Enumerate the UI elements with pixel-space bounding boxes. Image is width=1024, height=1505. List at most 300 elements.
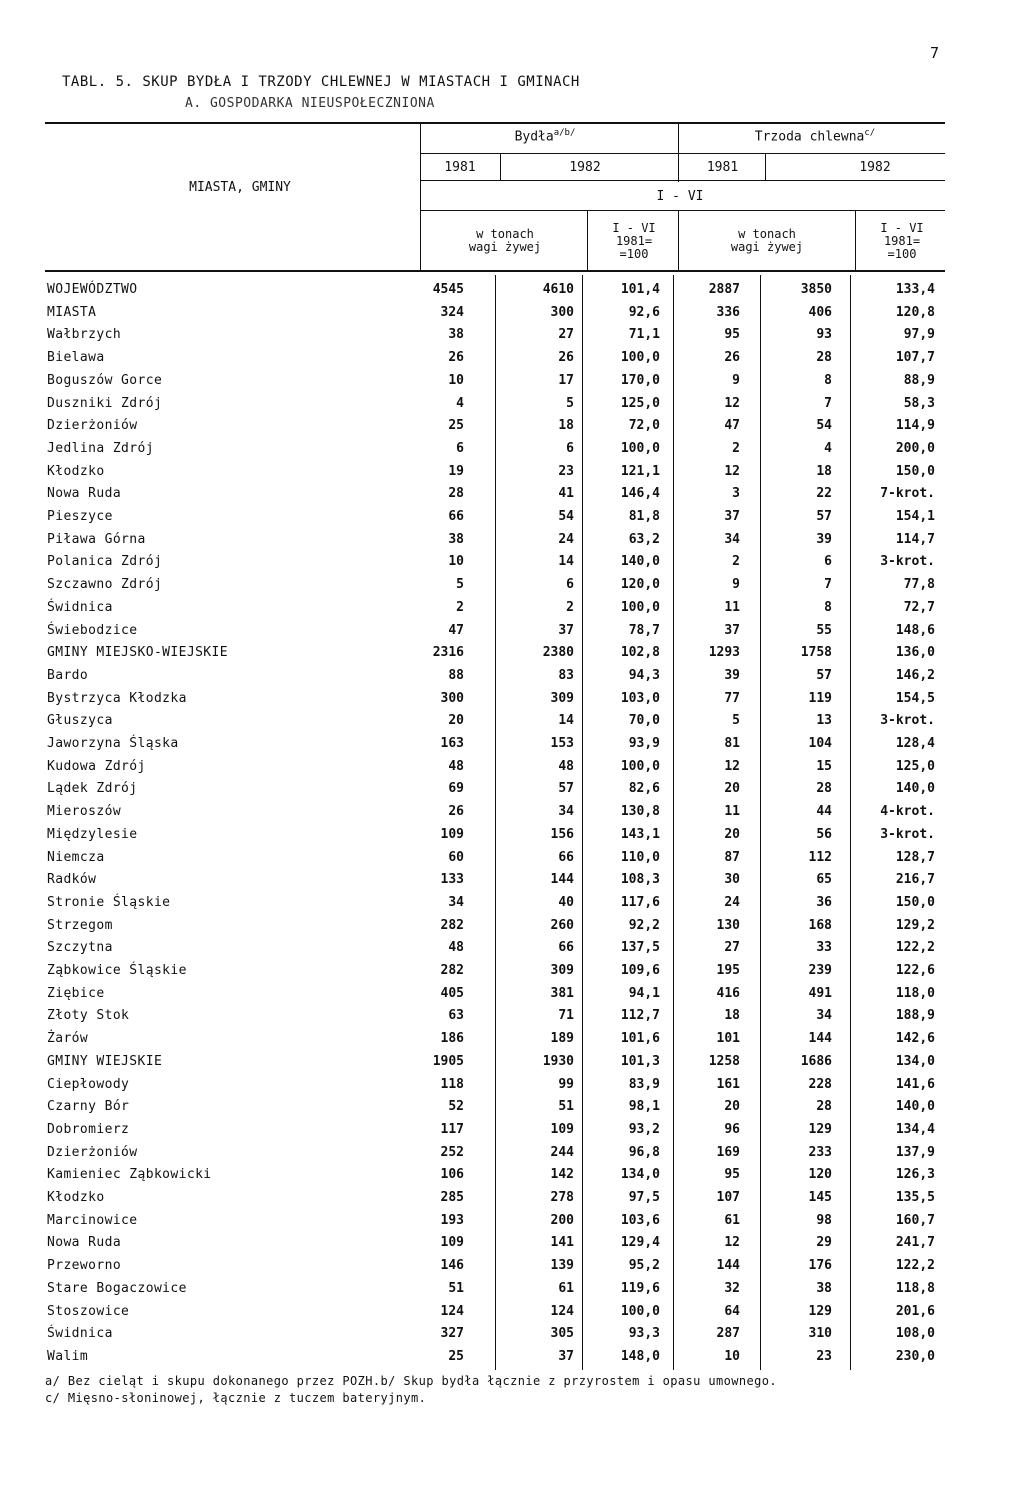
table-row (0, 892, 1024, 915)
pigs-header-note: c/ (864, 128, 876, 138)
table-row (0, 1005, 1024, 1028)
row-label: Dzierżoniów (47, 418, 138, 434)
table-row (0, 620, 1024, 643)
table-cell: 189 (550, 1031, 574, 1047)
row-label: Stare Bogaczowice (47, 1280, 187, 1296)
table-cell: 8 (824, 599, 832, 615)
table-cell: 104 (808, 736, 832, 751)
table-cell: 118 (440, 1076, 464, 1092)
table-cell: 381 (550, 985, 574, 1001)
table-cell: 15 (816, 758, 832, 774)
table-cell: 83,9 (628, 1076, 660, 1092)
table-cell: 37 (558, 1348, 574, 1364)
row-label: Marcinowice (47, 1212, 138, 1228)
table-cell: 48 (448, 940, 464, 956)
table-cell: 25 (448, 1348, 464, 1364)
unit-header-cattle (425, 228, 585, 254)
table-cell: 57 (816, 667, 832, 683)
index-header-line: I - VI (880, 221, 924, 235)
year-header: 1982 (859, 160, 891, 175)
row-label: Boguszów Gorce (47, 372, 163, 388)
table-cell: 142,6 (895, 1031, 935, 1047)
table-cell: 101,3 (620, 1053, 660, 1069)
header-divider (420, 122, 421, 270)
table-cell: 19 (448, 463, 464, 479)
table-cell: 336 (716, 304, 740, 320)
table-cell: 71 (558, 1008, 574, 1024)
table-cell: 144 (716, 1258, 740, 1274)
table-cell: 69 (448, 781, 464, 797)
table-cell: 51 (448, 1280, 464, 1296)
table-cell: 11 (724, 599, 740, 615)
header-rule-period (420, 210, 945, 211)
row-label: Kłodzko (47, 463, 105, 479)
table-cell: 140,0 (620, 554, 660, 570)
table-cell: 188,9 (895, 1008, 935, 1024)
row-label: Bardo (47, 667, 89, 683)
row-label: Ząbkowice Śląskie (47, 963, 187, 978)
table-cell: 82,6 (628, 781, 660, 797)
table-row (0, 665, 1024, 688)
table-cell: 38 (816, 1280, 832, 1296)
table-cell: 20 (724, 781, 740, 797)
table-cell: 118,8 (895, 1280, 935, 1296)
table-cell: 125,0 (895, 758, 935, 774)
table-cell: 119 (808, 690, 832, 706)
table-cell: 101 (716, 1031, 740, 1047)
table-cell: 20 (448, 713, 464, 729)
table-cell: 2 (566, 599, 574, 615)
row-label: Radków (47, 872, 97, 888)
table-cell: 153 (550, 736, 574, 751)
table-row (0, 937, 1024, 960)
table-cell: 282 (440, 963, 464, 978)
table-cell: 282 (440, 917, 464, 933)
table-cell: 139 (550, 1258, 574, 1274)
table-row (0, 1210, 1024, 1233)
table-cell: 95,2 (628, 1258, 660, 1274)
table-row (0, 733, 1024, 756)
table-row (0, 438, 1024, 461)
table-cell: 34 (816, 1008, 832, 1024)
row-label: Bystrzyca Kłodzka (47, 690, 187, 706)
table-row (0, 983, 1024, 1006)
table-cell: 108,3 (620, 872, 660, 888)
table-cell: 61 (724, 1212, 740, 1228)
table-cell: 109 (550, 1121, 574, 1137)
table-cell: 47 (448, 622, 464, 638)
table-cell: 9 (732, 372, 740, 388)
cattle-header-label: Bydła (514, 129, 554, 145)
table-cell: 93,9 (628, 736, 660, 751)
table-cell: 145 (808, 1190, 832, 1205)
table-cell: 143,1 (620, 826, 660, 842)
table-row (0, 483, 1024, 506)
row-label: Strzegom (47, 917, 113, 933)
table-cell: 142 (550, 1167, 574, 1183)
table-cell: 109,6 (620, 963, 660, 978)
table-cell: 3-krot. (880, 713, 935, 729)
table-cell: 148,0 (620, 1348, 660, 1364)
row-label: Świebodzice (47, 622, 138, 638)
table-cell: 137,9 (895, 1144, 935, 1160)
table-row (0, 393, 1024, 416)
table-cell: 54 (558, 509, 574, 524)
cattle-header-note: a/b/ (553, 128, 576, 138)
stub-header: MIASTA, GMINY (189, 180, 291, 195)
table-cell: 168 (808, 917, 832, 933)
table-cell: 2 (732, 554, 740, 570)
table-cell: 2 (732, 440, 740, 456)
table-cell: 101,4 (620, 282, 660, 297)
index-header-line: =100 (619, 247, 649, 261)
table-cell: 12 (724, 463, 740, 479)
row-label: Bielawa (47, 350, 105, 366)
table-cell: 25 (448, 418, 464, 434)
table-cell: 88 (448, 667, 464, 683)
table-cell: 309 (550, 690, 574, 706)
table-row (0, 1255, 1024, 1278)
table-row (0, 801, 1024, 824)
row-label: Polanica Zdrój (47, 554, 163, 570)
table-cell: 26 (448, 350, 464, 366)
table-cell: 81 (724, 736, 740, 751)
table-cell: 7 (824, 577, 832, 593)
table-cell: 36 (816, 894, 832, 910)
year-header: 1981 (444, 160, 476, 175)
unit-header-line: w tonach (476, 227, 534, 241)
table-cell: 125,0 (620, 395, 660, 411)
table-cell: 28 (816, 781, 832, 797)
table-row (0, 1119, 1024, 1142)
table-cell: 133 (440, 872, 464, 888)
table-cell: 6 (566, 577, 574, 593)
table-cell: 309 (550, 963, 574, 978)
table-cell: 13 (816, 713, 832, 729)
row-label: Nowa Ruda (47, 486, 122, 502)
table-cell: 146 (440, 1258, 464, 1274)
table-cell: 108,0 (895, 1326, 935, 1342)
table-cell: 38 (448, 531, 464, 547)
table-cell: 103,6 (620, 1212, 660, 1228)
table-cell: 71,1 (628, 327, 660, 343)
table-cell: 32 (724, 1280, 740, 1296)
table-cell: 77 (724, 690, 740, 706)
table-cell: 95 (724, 1167, 740, 1183)
table-cell: 70,0 (628, 713, 660, 729)
index-header-line: 1981= (615, 234, 653, 248)
table-cell: 9 (732, 577, 740, 593)
row-label: Jaworzyna Śląska (47, 736, 179, 751)
pigs-header (715, 128, 915, 144)
table-cell: 100,0 (620, 440, 660, 456)
row-label: Głuszyca (47, 713, 113, 729)
table-cell: 287 (716, 1326, 740, 1342)
period-header: I - VI (656, 189, 704, 204)
table-cell: 51 (558, 1099, 574, 1115)
table-cell: 37 (558, 622, 574, 638)
table-row (0, 1346, 1024, 1369)
table-cell: 114,9 (895, 418, 935, 434)
header-bottom-rule (45, 270, 945, 272)
table-cell: 1293 (708, 645, 740, 661)
table-cell: 118,0 (895, 985, 935, 1001)
table-cell: 24 (724, 894, 740, 910)
table-cell: 48 (558, 758, 574, 774)
table-cell: 92,2 (628, 917, 660, 933)
table-cell: 3-krot. (880, 554, 935, 570)
table-row (0, 756, 1024, 779)
table-cell: 112 (808, 849, 832, 865)
table-cell: 78,7 (628, 622, 660, 638)
table-cell: 122,2 (895, 1258, 935, 1274)
table-cell: 200,0 (895, 440, 935, 456)
table-cell: 66 (448, 509, 464, 524)
table-cell: 26 (448, 804, 464, 820)
table-cell: 134,0 (620, 1167, 660, 1183)
table-cell: 83 (558, 667, 574, 683)
table-cell: 77,8 (903, 577, 935, 593)
table-row (0, 1187, 1024, 1210)
table-cell: 27 (558, 327, 574, 343)
table-row (0, 529, 1024, 552)
table-row (0, 324, 1024, 347)
table-cell: 2 (456, 599, 464, 615)
table-cell: 3 (732, 486, 740, 502)
table-row (0, 1028, 1024, 1051)
table-cell: 150,0 (895, 894, 935, 910)
table-row (0, 869, 1024, 892)
header-divider (855, 210, 856, 270)
table-cell: 34 (724, 531, 740, 547)
table-cell: 30 (724, 872, 740, 888)
table-cell: 57 (558, 781, 574, 797)
table-cell: 99 (558, 1076, 574, 1092)
row-label: Międzylesie (47, 826, 138, 842)
table-cell: 4 (456, 395, 464, 411)
row-label: Walim (47, 1348, 89, 1364)
table-cell: 61 (558, 1280, 574, 1296)
index-header-line: 1981= (883, 234, 921, 248)
unit-header-pigs (682, 228, 852, 254)
table-cell: 137,5 (620, 940, 660, 956)
row-label: Kamieniec Ząbkowicki (47, 1167, 212, 1183)
table-cell: 65 (816, 872, 832, 888)
table-cell: 163 (440, 736, 464, 751)
table-cell: 114,7 (895, 531, 935, 547)
table-cell: 3-krot. (880, 826, 935, 842)
table-row (0, 1232, 1024, 1255)
table-cell: 327 (440, 1326, 464, 1342)
table-cell: 94,3 (628, 667, 660, 683)
table-cell: 20 (724, 826, 740, 842)
index-header-cattle (592, 222, 676, 261)
table-cell: 154,5 (895, 690, 935, 706)
table-cell: 176 (808, 1258, 832, 1274)
index-header-line: I - VI (612, 221, 656, 235)
table-cell: 7 (824, 395, 832, 411)
table-cell: 96 (724, 1121, 740, 1137)
table-cell: 44 (816, 804, 832, 820)
table-cell: 120,8 (895, 304, 935, 320)
table-cell: 37 (724, 622, 740, 638)
table-row (0, 1142, 1024, 1165)
table-cell: 122,2 (895, 940, 935, 956)
table-row (0, 778, 1024, 801)
table-cell: 102,8 (620, 645, 660, 661)
table-cell: 56 (816, 826, 832, 842)
table-cell: 285 (440, 1190, 464, 1205)
table-cell: 406 (808, 304, 832, 320)
table-cell: 64 (724, 1303, 740, 1319)
table-cell: 100,0 (620, 350, 660, 366)
table-cell: 241,7 (895, 1235, 935, 1251)
table-row (0, 915, 1024, 938)
header-divider (765, 153, 766, 181)
table-cell: 5 (456, 577, 464, 593)
table-row (0, 1051, 1024, 1074)
table-cell: 10 (448, 372, 464, 388)
table-title: TABL. 5. SKUP BYDŁA I TRZODY CHLEWNEJ W MIASTACH I GMINACH (62, 74, 580, 90)
table-cell: 154,1 (895, 509, 935, 524)
table-cell: 10 (724, 1348, 740, 1364)
table-row (0, 347, 1024, 370)
table-cell: 106 (440, 1167, 464, 1183)
table-cell: 93 (816, 327, 832, 343)
row-label: GMINY MIEJSKO-WIEJSKIE (47, 645, 228, 661)
table-cell: 130 (716, 917, 740, 933)
row-label: Ziębice (47, 985, 105, 1001)
table-cell: 17 (558, 372, 574, 388)
table-cell: 39 (816, 531, 832, 547)
table-cell: 66 (558, 940, 574, 956)
table-cell: 161 (716, 1076, 740, 1092)
table-cell: 233 (808, 1144, 832, 1160)
row-label: Pieszyce (47, 509, 113, 524)
table-cell: 10 (448, 554, 464, 570)
table-row (0, 642, 1024, 665)
table-row (0, 506, 1024, 529)
table-cell: 41 (558, 486, 574, 502)
header-divider (678, 210, 679, 270)
unit-header-line: wagi żywej (468, 240, 542, 254)
table-cell: 122,6 (895, 963, 935, 978)
table-cell: 141 (550, 1235, 574, 1251)
footnote-1: a/ Bez cieląt i skupu dokonanego przez POZH.b/ Skup bydła łącznie z przyrostem i opasu umownego. (45, 1374, 777, 1388)
table-cell: 7-krot. (880, 486, 935, 502)
table-cell: 33 (816, 940, 832, 956)
table-cell: 28 (816, 1099, 832, 1115)
table-cell: 124 (440, 1303, 464, 1319)
table-cell: 305 (550, 1326, 574, 1342)
row-label: MIASTA (47, 304, 97, 320)
table-cell: 239 (808, 963, 832, 978)
table-cell: 491 (808, 985, 832, 1001)
table-cell: 27 (724, 940, 740, 956)
table-cell: 12 (724, 1235, 740, 1251)
table-row (0, 710, 1024, 733)
row-label: Mieroszów (47, 804, 122, 820)
index-header-pigs (860, 222, 944, 261)
table-cell: 88,9 (903, 372, 935, 388)
table-cell: 26 (724, 350, 740, 366)
unit-header-line: w tonach (738, 227, 796, 241)
header-rule-subyears (420, 180, 945, 181)
table-cell: 156 (550, 826, 574, 842)
table-cell: 252 (440, 1144, 464, 1160)
table-cell: 144 (550, 872, 574, 888)
row-label: Żarów (47, 1031, 89, 1047)
table-cell: 54 (816, 418, 832, 434)
table-cell: 128,4 (895, 736, 935, 751)
table-cell: 22 (816, 486, 832, 502)
table-cell: 24 (558, 531, 574, 547)
row-label: Piława Górna (47, 531, 146, 547)
table-cell: 2887 (708, 282, 740, 297)
table-cell: 4 (824, 440, 832, 456)
row-label: Nowa Ruda (47, 1235, 122, 1251)
table-cell: 110,0 (620, 849, 660, 865)
table-cell: 4545 (432, 282, 464, 297)
table-cell: 87 (724, 849, 740, 865)
table-cell: 58,3 (903, 395, 935, 411)
table-cell: 47 (724, 418, 740, 434)
table-cell: 124 (550, 1303, 574, 1319)
table-cell: 107 (716, 1190, 740, 1205)
table-cell: 98,1 (628, 1099, 660, 1115)
table-cell: 186 (440, 1031, 464, 1047)
footnote-2: c/ Mięsno-słoninowej, łącznie z tuczem bateryjnym. (45, 1391, 427, 1405)
table-cell: 8 (824, 372, 832, 388)
table-cell: 141,6 (895, 1076, 935, 1092)
table-cell: 34 (448, 894, 464, 910)
table-cell: 20 (724, 1099, 740, 1115)
table-cell: 109 (440, 1235, 464, 1251)
table-cell: 120,0 (620, 577, 660, 593)
table-cell: 120 (808, 1167, 832, 1183)
table-row (0, 597, 1024, 620)
table-cell: 100,0 (620, 1303, 660, 1319)
table-cell: 12 (724, 395, 740, 411)
table-cell: 18 (558, 418, 574, 434)
table-cell: 96,8 (628, 1144, 660, 1160)
row-label: Przeworno (47, 1258, 122, 1274)
table-cell: 3850 (800, 282, 832, 297)
row-label: Stronie Śląskie (47, 894, 171, 910)
page-number: 7 (930, 44, 940, 62)
table-cell: 18 (816, 463, 832, 479)
table-cell: 26 (558, 350, 574, 366)
table-cell: 130,8 (620, 804, 660, 820)
table-cell: 117,6 (620, 894, 660, 910)
table-row (0, 415, 1024, 438)
table-cell: 1930 (542, 1053, 574, 1069)
table-cell: 38 (448, 327, 464, 343)
table-cell: 4610 (542, 282, 574, 297)
table-cell: 100,0 (620, 599, 660, 615)
row-label: Duszniki Zdrój (47, 395, 163, 411)
table-cell: 48 (448, 758, 464, 774)
table-cell: 405 (440, 985, 464, 1001)
row-label: Ciepłowody (47, 1076, 130, 1092)
table-cell: 144 (808, 1031, 832, 1047)
table-cell: 148,6 (895, 622, 935, 638)
table-cell: 29 (816, 1235, 832, 1251)
row-label: Czarny Bór (47, 1099, 130, 1115)
table-row (0, 1164, 1024, 1187)
table-cell: 23 (558, 463, 574, 479)
table-cell: 135,5 (895, 1190, 935, 1205)
